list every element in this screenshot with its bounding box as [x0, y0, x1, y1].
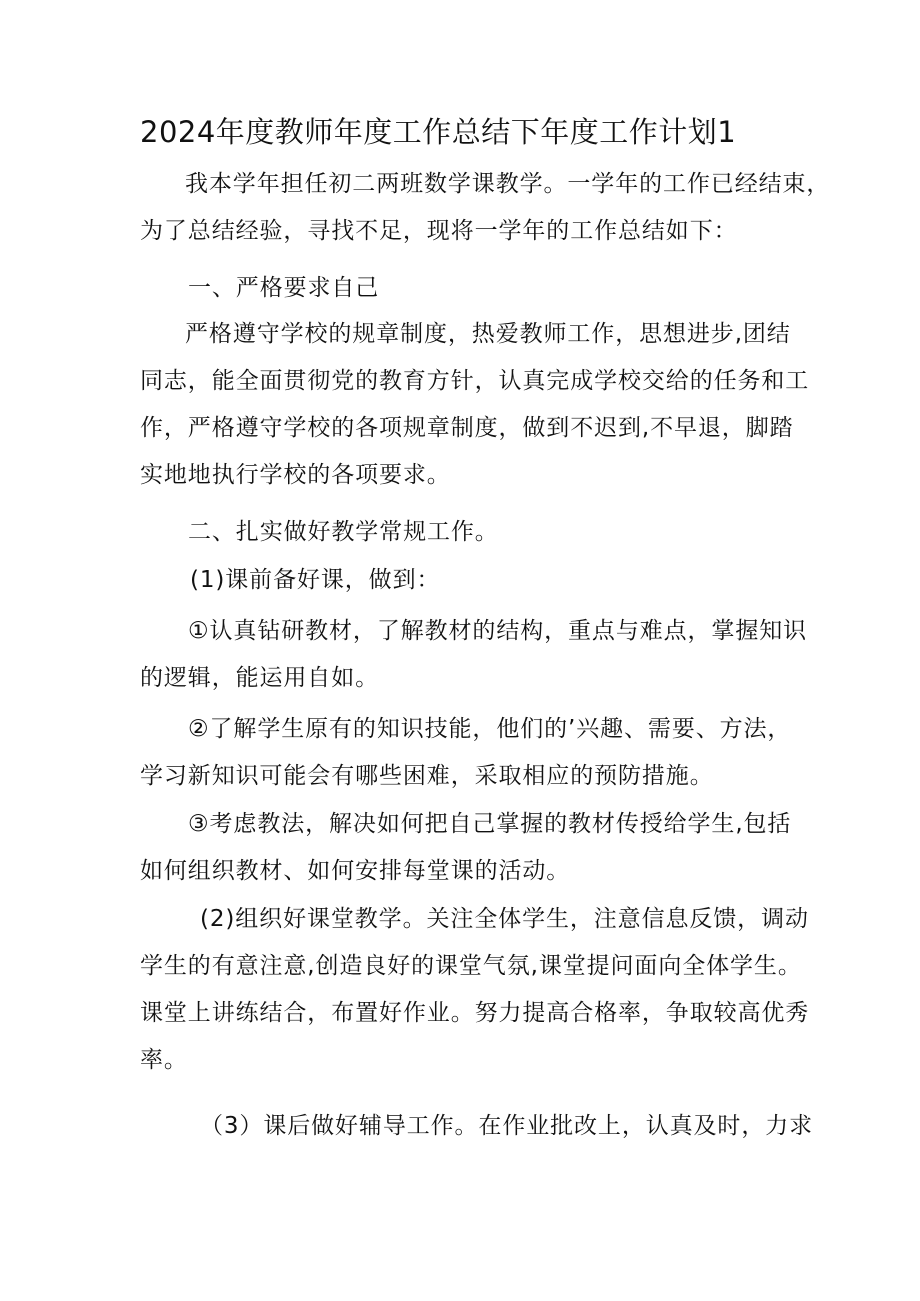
- paragraph-line: 作，严格遵守学校的各项规章制度，做到不迟到,不早退，脚踏: [140, 415, 794, 441]
- paragraph-line: 严格遵守学校的规章制度，热爱教师工作，思想进步,团结: [185, 321, 791, 347]
- paragraph-line: 学生的有意注意,创造良好的课堂气氛,课堂提问面向全体学生。: [140, 953, 802, 979]
- paragraph-line: ①认真钻研教材，了解教材的结构，重点与难点，掌握知识: [188, 618, 808, 644]
- paragraph-line: 率。: [140, 1047, 188, 1073]
- paragraph-line: 同志，能全面贯彻党的教育方针，认真完成学校交给的任务和工: [140, 368, 810, 394]
- paragraph-line: 实地地执行学校的各项要求。: [140, 462, 451, 488]
- section-heading: 一、严格要求自己: [188, 275, 380, 301]
- section-heading: 二、扎实做好教学常规工作。: [188, 519, 499, 545]
- paragraph-line: 课堂上讲练结合，布置好作业。努力提高合格率，争取较高优秀: [140, 1000, 810, 1026]
- paragraph-line: 为了总结经验，寻找不足，现将一学年的工作总结如下：: [140, 218, 738, 244]
- paragraph-line: （3）课后做好辅导工作。在作业批改上，认真及时，力求: [200, 1113, 814, 1139]
- subsection-heading: (1)课前备好课，做到：: [190, 567, 441, 593]
- paragraph-line: 学习新知识可能会有哪些困难，采取相应的预防措施。: [140, 763, 714, 789]
- paragraph-line: ③考虑教法，解决如何把自己掌握的教材传授给学生,包括: [188, 811, 792, 837]
- paragraph-line: 我本学年担任初二两班数学课教学。一学年的工作已经结束，: [185, 171, 831, 197]
- paragraph-line: 的逻辑，能运用自如。: [140, 665, 379, 691]
- document-title: 2024年度教师年度工作总结下年度工作计划1: [140, 115, 737, 149]
- paragraph-line: ②了解学生原有的知识技能，他们的’兴趣、需要、方法，: [188, 716, 792, 742]
- paragraph-line: (2)组织好课堂教学。关注全体学生，注意信息反馈，调动: [200, 906, 809, 932]
- paragraph-line: 如何组织教材、如何安排每堂课的活动。: [140, 858, 571, 884]
